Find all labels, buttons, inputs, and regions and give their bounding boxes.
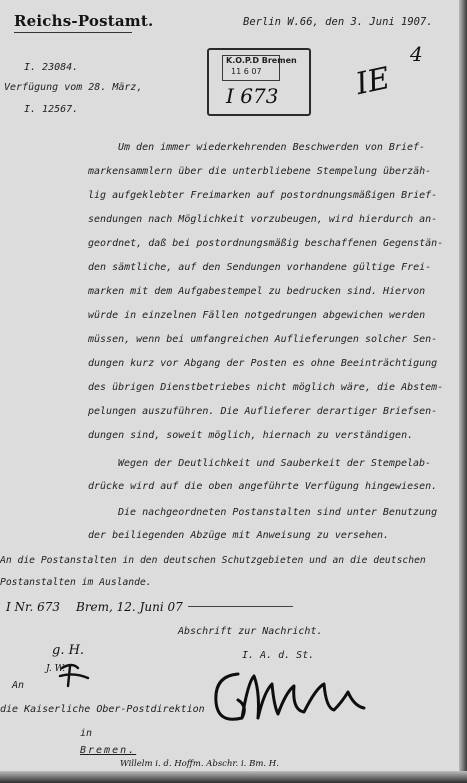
body-line: Wegen der Deutlichkeit und Sauberkeit der Stempelab- <box>118 458 432 469</box>
body-line: des übrigen Dienstbetriebes nicht möglich wäre, die Abstem- <box>88 382 444 393</box>
handwritten-reference: I Nr. 673 <box>6 600 61 614</box>
body-line: lig aufgeklebter Freimarken auf postordnungsmäßigen Brief- <box>88 190 438 201</box>
verfuegung-reference: Verfügung vom 28. März, <box>4 82 143 93</box>
corner-letters: IE <box>352 60 394 103</box>
body-line: Um den immer wiederkehrenden Beschwerden von Brief- <box>118 142 426 153</box>
body-line: der beiliegenden Abzüge mit Anweisung zu versehen. <box>88 530 390 541</box>
body-line: den sämtliche, auf den Sendungen vorhandene gültige Frei- <box>88 262 432 273</box>
corner-number: 4 <box>410 42 423 66</box>
body-line: pelungen auszuführen. Die Auflieferer derartiger Briefsen- <box>88 406 438 417</box>
reference-number: I. 23084. <box>24 62 79 73</box>
office-header: Reichs-Postamt. <box>14 12 154 30</box>
body-line: dungen sind, soweit möglich, hiernach zu verständigen. <box>88 430 414 441</box>
an-label: An <box>12 680 25 691</box>
handwritten-date: Brem, 12. Juni 07 <box>76 600 183 614</box>
stamp-handwritten-number: I 673 <box>226 84 279 108</box>
signature-icon <box>208 662 378 732</box>
page-edge-shadow-bottom <box>0 771 467 783</box>
divider-line <box>188 606 293 607</box>
handwritten-mark-icon <box>58 660 94 690</box>
reference-number-2: I. 12567. <box>24 104 79 115</box>
header-underline <box>14 32 132 33</box>
recipient-office: die Kaiserliche Ober-Postdirektion <box>0 704 205 715</box>
body-line: müssen, wenn bei umfangreichen Auflieferungen solcher Sen- <box>88 334 438 345</box>
body-line: dungen kurz vor Abgang der Posten es ohne Beeinträchtigung <box>88 358 438 369</box>
body-line: würde in einzelnen Fällen notgedrungen abgewichen werden <box>88 310 426 321</box>
page-edge-shadow <box>459 0 467 783</box>
body-line: sendungen nach Möglichkeit vorzubeugen, wird hierdurch an- <box>88 214 438 225</box>
bottom-handwriting: Willelm i. d. Hoffm. Abschr. i. Bm. H. <box>120 759 279 769</box>
body-line: Die nachgeordneten Postanstalten sind unter Benutzung <box>118 507 438 518</box>
body-line: drücke wird auf die oben angeführte Verfügung hingewiesen. <box>88 481 438 492</box>
addressee-line: An die Postanstalten in den deutschen Schutzgebieten und an die deutschen <box>0 555 426 566</box>
addressee-line: Postanstalten im Auslande. <box>0 577 152 588</box>
abschrift-note: Abschrift zur Nachricht. <box>178 626 323 637</box>
stamp-date: 11 6 07 <box>231 67 262 76</box>
handwritten-initials: g. H. <box>52 643 85 658</box>
place-date: Berlin W.66, den 3. Juni 1907. <box>243 16 433 28</box>
recipient-city: Bremen. <box>80 745 137 756</box>
body-line: marken mit dem Aufgabestempel zu bedrucken sind. Hiervon <box>88 286 426 297</box>
body-line: markensammlern über die unterbliebene Stempelung überzäh- <box>88 166 432 177</box>
stamp-office: K.O.P.D Bremen <box>226 56 297 65</box>
iads-note: I. A. d. St. <box>242 650 315 661</box>
body-line: geordnet, daß bei postordnungsmäßig beschaffenen Gegenstän- <box>88 238 444 249</box>
in-label: in <box>80 728 93 739</box>
handwritten-initials-2: J. W. <box>46 664 66 674</box>
